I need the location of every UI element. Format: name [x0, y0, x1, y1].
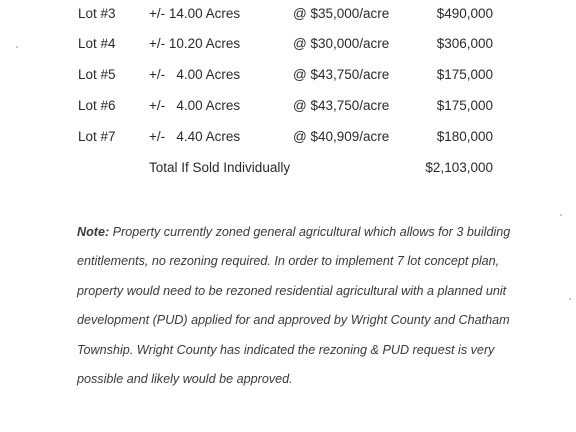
- lot-row: [0, 127, 576, 147]
- lot-acreage: +/- 4.00 Acres: [149, 98, 241, 113]
- lot-row: [0, 65, 576, 85]
- total-row: [0, 158, 576, 178]
- lot-price: $175,000: [436, 67, 493, 82]
- note-line: possible and likely would be approved.: [77, 372, 293, 387]
- lot-number: Lot #7: [78, 129, 116, 144]
- note-line: development (PUD) applied for and approved by Wright County and Chatham: [77, 313, 510, 328]
- lot-row: [0, 34, 576, 54]
- lot-acreage: +/- 10.20 Acres: [149, 36, 241, 51]
- lot-rate: @ $43,750/acre: [293, 67, 390, 82]
- lot-acreage: +/- 14.00 Acres: [149, 6, 241, 21]
- total-label: Total If Sold Individually: [149, 160, 291, 175]
- note-line: entitlements, no rezoning required. In order to implement 7 lot concept plan,: [77, 254, 500, 269]
- note-line: property would need to be rezoned residential agricultural with a planned unit: [77, 283, 507, 298]
- lot-price: $490,000: [436, 6, 493, 21]
- lot-rate: @ $40,909/acre: [293, 129, 390, 144]
- zoning-note: [77, 218, 537, 394]
- scan-speck: [569, 298, 571, 300]
- lot-price: $306,000: [436, 36, 493, 51]
- scan-speck: [16, 46, 18, 48]
- lot-number: Lot #3: [78, 6, 116, 21]
- note-text: Property currently zoned general agricultural which allows for 3 building: [109, 225, 511, 239]
- scan-speck: [560, 214, 562, 216]
- lot-number: Lot #4: [78, 36, 116, 51]
- lot-row: [0, 96, 576, 116]
- note-lead: Note:: [77, 225, 110, 239]
- lot-acreage: +/- 4.40 Acres: [149, 129, 241, 144]
- lot-price: $175,000: [436, 98, 493, 113]
- lot-number: Lot #6: [78, 98, 116, 113]
- lot-price: $180,000: [436, 129, 493, 144]
- lot-row: [0, 4, 576, 24]
- note-line: [77, 218, 537, 247]
- lot-number: Lot #5: [78, 67, 116, 82]
- lot-rate: @ $30,000/acre: [293, 36, 390, 51]
- lot-acreage: +/- 4.00 Acres: [149, 67, 241, 82]
- total-value: $2,103,000: [425, 160, 493, 175]
- lot-rate: @ $43,750/acre: [293, 98, 390, 113]
- lot-rate: @ $35,000/acre: [293, 6, 390, 21]
- note-line: Township. Wright County has indicated the rezoning & PUD request is very: [77, 342, 495, 357]
